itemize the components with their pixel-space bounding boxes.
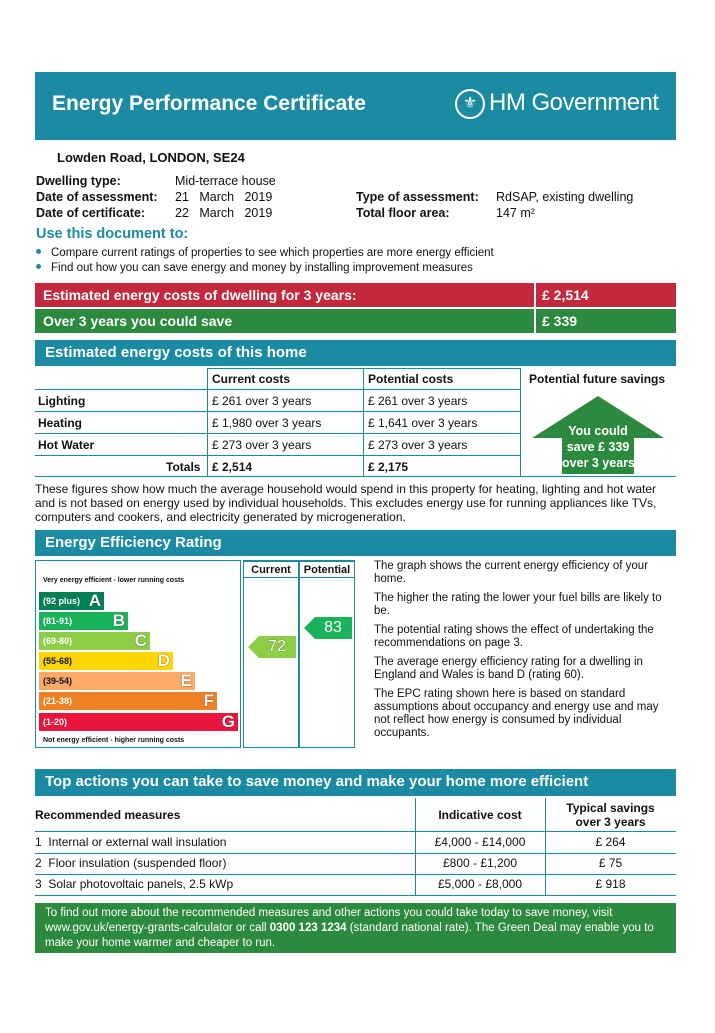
certificate-header xyxy=(35,72,676,140)
could-save-bar: Over 3 years you could save £ 339 xyxy=(35,309,676,333)
royal-crest-icon: ⚜ xyxy=(455,89,485,119)
dwelling-type-label: Dwelling type: xyxy=(36,174,121,188)
efficiency-rating-section-title: Energy Efficiency Rating xyxy=(35,530,676,556)
measure-row-1: 1 Internal or external wall insulation xyxy=(35,835,227,849)
phone-number: 0300 123 1234 xyxy=(269,922,347,934)
hm-government-logo: HM Government xyxy=(489,89,659,116)
measure-1-saving: £ 264 xyxy=(595,835,626,849)
bullet-dot-icon xyxy=(36,264,41,269)
efficiency-rating-graph xyxy=(35,560,241,748)
current-rating-column xyxy=(243,560,299,748)
current-rating-value: 72 xyxy=(268,638,286,655)
band-c: (69-80) C xyxy=(39,632,150,650)
current-column-header: Current xyxy=(244,562,298,578)
heating-potential: £ 1,641 over 3 years xyxy=(368,416,478,430)
certificate-date-value: 22 March 2019 xyxy=(175,206,273,220)
measure-row-3: 3 Solar photovoltaic panels, 2.5 kWp xyxy=(35,877,234,891)
band-a: (92 plus) A xyxy=(39,592,104,610)
assessment-type-value: RdSAP, existing dwelling xyxy=(496,190,634,204)
band-g: (1-20) G xyxy=(39,713,238,731)
assessment-date-value: 21 March 2019 xyxy=(175,190,273,204)
assessment-type-label: Type of assessment: xyxy=(356,190,479,204)
band-b: (81-91) B xyxy=(39,612,128,630)
measure-row-2: 2 Floor insulation (suspended floor) xyxy=(35,856,227,870)
rating-note-4: The average energy efficiency rating for a dwelling in England and Wales is band D (rating 60). xyxy=(374,656,643,681)
top-actions-section-title: Top actions you can take to save money and make your home more efficient xyxy=(35,769,676,796)
footer-info-box: To find out more about the recommended measures and other actions you could take today to save money, visit www.gov.uk/energy-grants-calculator or call 0300 123 1234 (standard national rate). The Green Deal may enable you to make your home warmer and cheaper to run. xyxy=(35,903,676,953)
energy-costs-table xyxy=(35,368,676,478)
estimated-cost-value: £ 2,514 xyxy=(534,283,676,307)
not-efficient-note: Not energy efficient - higher running costs xyxy=(43,737,185,744)
rating-note-1: The graph shows the current energy efficiency of your home. xyxy=(374,560,649,585)
potential-rating-column xyxy=(299,560,355,748)
band-d: (55-68) D xyxy=(39,652,173,670)
energy-costs-section-title: Estimated energy costs of this home xyxy=(35,340,676,366)
heating-current: £ 1,980 over 3 years xyxy=(212,416,322,430)
measures-header: Recommended measures xyxy=(35,808,181,822)
use-document-title: Use this document to: xyxy=(36,226,189,242)
heating-label: Heating xyxy=(38,416,83,430)
potential-rating-value: 83 xyxy=(324,619,342,636)
total-potential: £ 2,175 xyxy=(368,460,409,474)
typical-savings-header: Typical savings over 3 years xyxy=(566,801,655,829)
hot-water-current: £ 273 over 3 years xyxy=(212,438,312,452)
rating-note-3: The potential rating shows the effect of undertaking the recommendations on page 3. xyxy=(374,624,654,649)
measure-2-saving: £ 75 xyxy=(598,856,623,870)
savings-arrow-text: You could save £ 339 over 3 years xyxy=(562,424,635,470)
potential-column-header: Potential xyxy=(300,562,354,578)
estimated-cost-bar: Estimated energy costs of dwelling for 3 years: £ 2,514 xyxy=(35,283,676,307)
rating-note-2: The higher the rating the lower your fuel bills are likely to be. xyxy=(374,592,662,617)
lighting-potential: £ 261 over 3 years xyxy=(368,394,468,408)
use-bullet-1: Compare current ratings of properties to see which properties are more energy efficient xyxy=(36,247,494,259)
future-savings-header: Potential future savings xyxy=(529,372,666,386)
totals-label: Totals xyxy=(166,460,201,474)
measure-2-cost: £800 - £1,200 xyxy=(442,856,518,870)
lighting-current: £ 261 over 3 years xyxy=(212,394,312,408)
certificate-date-label: Date of certificate: xyxy=(36,206,146,220)
lighting-label: Lighting xyxy=(38,394,86,408)
property-address: Lowden Road, LONDON, SE24 xyxy=(57,150,245,165)
recommended-measures-table xyxy=(35,798,676,896)
band-e: (39-54) E xyxy=(39,672,195,690)
use-bullet-2: Find out how you can save energy and money by installing improvement measures xyxy=(36,262,473,274)
costs-explanation: These figures show how much the average household would spend in this property for heating, lighting and hot water and is not based on energy used by individual households. This excludes energy use for running appliances like TVs, computers and cookers, and electricity generated by microgeneration. xyxy=(35,482,657,524)
could-save-value: £ 339 xyxy=(534,309,676,333)
indicative-cost-header: Indicative cost xyxy=(438,808,522,822)
measure-3-saving: £ 918 xyxy=(595,877,626,891)
assessment-date-label: Date of assessment: xyxy=(36,190,158,204)
band-f: (21-38) F xyxy=(39,692,217,710)
current-costs-header: Current costs xyxy=(212,372,291,386)
floor-area-label: Total floor area: xyxy=(356,206,450,220)
floor-area-value: 147 m² xyxy=(496,206,535,220)
hot-water-potential: £ 273 over 3 years xyxy=(368,438,468,452)
very-efficient-note: Very energy efficient - lower running costs xyxy=(43,577,185,584)
measure-3-cost: £5,000 - £8,000 xyxy=(437,877,523,891)
potential-costs-header: Potential costs xyxy=(368,372,454,386)
hot-water-label: Hot Water xyxy=(38,438,95,452)
measure-1-cost: £4,000 - £14,000 xyxy=(434,835,526,849)
bullet-dot-icon xyxy=(36,249,41,254)
total-current: £ 2,514 xyxy=(212,460,253,474)
rating-note-5: The EPC rating shown here is based on standard assumptions about occupancy and energy use and may not reflect how energy is consumed by individual occupants. xyxy=(374,688,659,739)
certificate-title: Energy Performance Certificate xyxy=(52,92,366,115)
dwelling-type-value: Mid-terrace house xyxy=(175,174,276,188)
